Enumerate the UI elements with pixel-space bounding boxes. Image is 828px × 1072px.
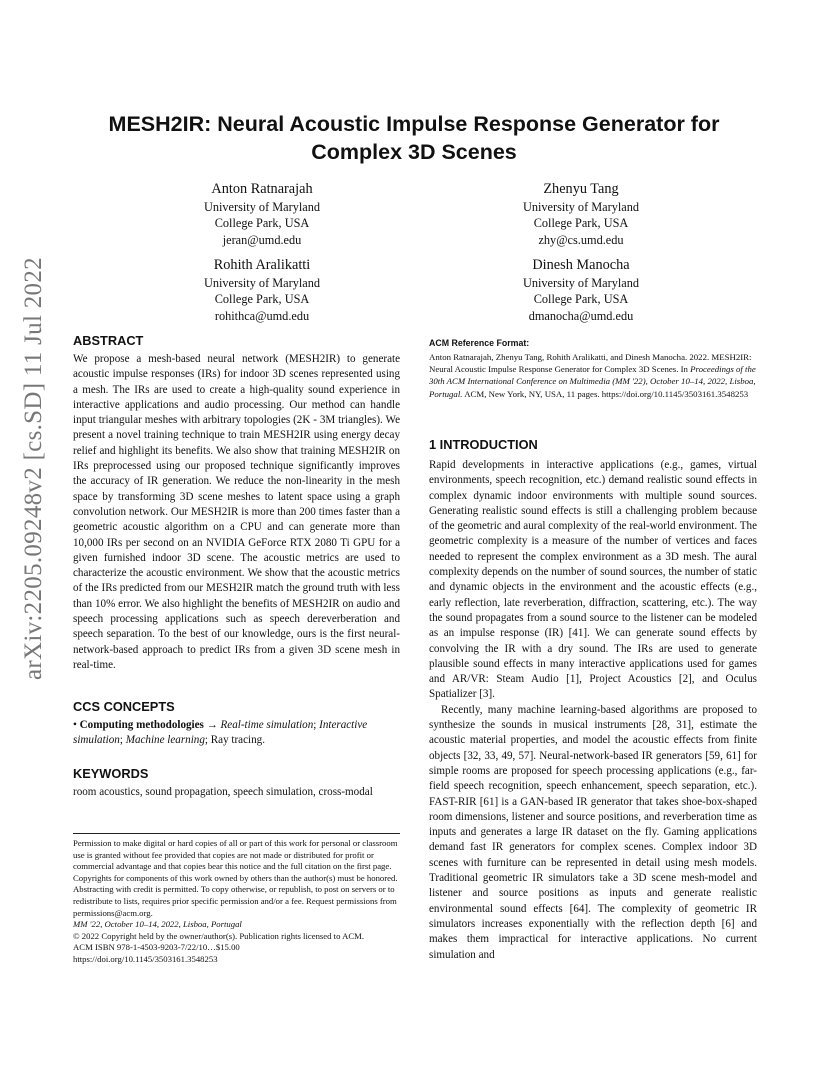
ccs-separator: ; (313, 719, 320, 731)
ccs-heading: CCS CONCEPTS (73, 699, 175, 714)
author-block (112, 180, 412, 248)
keywords-text: room acoustics, sound propagation, speech simulation, cross-modal (73, 786, 373, 798)
author-affiliation: University of Maryland (522, 200, 640, 214)
abstract-text: We propose a mesh-based neural network (MESH2IR) to generate acoustic impulse responses (IRs) for indoor 3D scenes represented using a mesh. The IRs are used to create a high-quality sound experience in interactive applications and audio processing. Our method can handle input triangular meshes with arbitrary topologies (2K - 3M triangles). We present a novel training technique to train MESH2IR using energy decay relief and highlight its benefits. We also show that training MESH2IR on IRs preprocessed using our proposed technique significantly improves the accuracy of IR generation. We reduce the non-linearity in the mesh space by transforming 3D scene meshes to latent space using a graph convolution network. Our MESH2IR is more than 200 times faster than a geometric acoustic algorithm on a CPU and can generate more than 10,000 IRs per second on an NVIDIA GeForce RTX 2080 Ti GPU for a given furnished indoor 3D scene. The acoustic metrics are used to characterize the acoustic environment. We show that the acoustic metrics of the IRs predicted from our MESH2IR match the ground truth with less than 10% error. We also highlight the benefits of MESH2IR on audio and speech processing applications such as speech dereverberation and speech separation. To the best of our knowledge, ours is the first neural-network-based approach to predict IRs from a given 3D scene mesh in real-time. (73, 353, 400, 671)
ccs-bullet: • (73, 719, 80, 731)
ccs-item: Real-time simulation (220, 719, 314, 731)
introduction-section (429, 437, 757, 963)
permission-notice: Permission to make digital or hard copies of all or part of this work for personal or classroom use is granted without fee provided that copies are not made or distributed for profit or commercial advantage and that copies bear this notice and the full citation on the first page. Copyrights for components of this work owned by others than the author(s) must be honored. Abstracting with credit is permitted. To copy otherwise, or republish, to post on servers or to redistribute to lists, requires prior specific permission and/or a fee. Request permissions from permissions@acm.org. (73, 838, 398, 918)
author-affiliation: University of Maryland (522, 276, 640, 290)
footnote-block (73, 838, 400, 966)
reference-format-heading: ACM Reference Format: (429, 338, 530, 348)
keywords-heading: KEYWORDS (73, 766, 149, 781)
author-name: Dinesh Manocha (532, 257, 630, 273)
copyright-line: © 2022 Copyright held by the owner/author(s). Publication rights licensed to ACM. (73, 930, 365, 941)
author-email: jeran@umd.edu (222, 232, 302, 247)
author-email: rohithca@umd.edu (214, 308, 310, 323)
author-name: Rohith Aralikatti (213, 257, 311, 273)
ccs-item: Machine learning (125, 734, 205, 747)
arxiv-side-label: arXiv:2205.09248v2 [cs.SD] 11 Jul 2022 (20, 257, 47, 680)
author-affiliation: University of Maryland (203, 276, 321, 290)
ccs-tail: ; Ray tracing. (204, 734, 265, 747)
author-name: Zhenyu Tang (543, 181, 619, 197)
ccs-strong: Computing methodologies (79, 719, 204, 731)
author-block (431, 256, 731, 324)
title-line-1: MESH2IR: Neural Acoustic Impulse Response Generator for (108, 112, 720, 136)
ccs-item: Interactive simulation (73, 719, 368, 747)
author-email: dmanocha@umd.edu (528, 308, 634, 323)
author-block (431, 180, 731, 248)
abstract-heading: ABSTRACT (73, 333, 144, 348)
author-location: College Park, USA (214, 292, 310, 307)
author-location: College Park, USA (533, 216, 629, 231)
intro-paragraph: Recently, many machine learning-based algorithms are proposed to synthesize the sounds in musical instruments [28, 31], estimate the acoustic material properties, and model the acoustic effects from finite objects [32, 33, 49, 57]. Neural-network-based IR generators [59, 61] for simple rooms are proposed for speech processing applications (e.g., far-field speech recognition, speech enhancement, speech separation, etc.). FAST-RIR [61] is a GAN-based IR generator that takes shoe-box-shaped room dimensions, listener and source positions, and reverberation time as inputs and generates a large IR dataset on the fly. Gaming applications demand fast IR generators for complex scenes. Complex indoor 3D scenes with furniture can be represented in detail using mesh models. Traditional geometric IR simulators take a 3D scene mesh-model and listener and source positions as inputs and generate realistic environmental sound effects [64]. The complexity of geometric IR simulators increases exponentially with the reflection depth [6] and makes them impractical for interactive applications. No current simulation and (429, 703, 757, 961)
ccs-separator: ; (119, 734, 126, 747)
keywords-section (73, 766, 400, 800)
doi-line: https://doi.org/10.1145/3503161.3548253 (73, 953, 218, 964)
ccs-section (73, 699, 400, 749)
abstract-section (73, 333, 400, 673)
reference-text-end: ACM, New York, NY, USA, 11 pages. https://doi.org/10.1145/3503161.3548253 (462, 388, 749, 399)
author-email: zhy@cs.umd.edu (538, 232, 624, 247)
reference-text: Anton Ratnarajah, Zhenyu Tang, Rohith Aralikatti, and Dinesh Manocha. 2022. MESH2IR: Neural Acoustic Impulse Response Generator for Complex 3D Scenes. In (429, 352, 752, 375)
author-name: Anton Ratnarajah (211, 181, 313, 197)
author-affiliation: University of Maryland (203, 200, 321, 214)
intro-paragraph: Rapid developments in interactive applications (e.g., games, virtual environments, speech recognition, etc.) demand realistic sound effects in complex dynamic indoor environments with multiple sound sources. Generating realistic sound effects is still a challenging problem because of the geometric and aural complexity of the real-world environment. The geometric complexity is a measure of the number of vertices and faces needed to represent the complex environment as a 3D mesh. The aural complexity depends on the number of sound sources, the number of static and dynamic objects in the environment and the acoustic effects (e.g., early reflection, late reverberation, diffraction, scattering, etc.). The way the sound propagates from a sound source to the listener can be modeled as an impulse response (IR) [41]. We can generate sound effects by convolving the IR with a dry sound. The IRs are used to generate plausible sound effects in many interactive applications used for games and AR/VR: Steam Audio [1], Project Acoustics [2], and Oculus Spatializer [3]. (429, 459, 757, 701)
isbn-line: ACM ISBN 978-1-4503-9203-7/22/10…$15.00 (73, 942, 240, 953)
title-line-2: Complex 3D Scenes (311, 140, 517, 164)
ccs-arrow: → (203, 719, 221, 731)
reference-format (429, 337, 757, 400)
author-block (112, 256, 412, 324)
author-location: College Park, USA (533, 292, 629, 307)
paper-title (60, 110, 768, 166)
reference-format-text (429, 351, 757, 400)
venue-line: MM '22, October 10–14, 2022, Lisboa, Portugal (73, 919, 242, 930)
intro-heading: 1 INTRODUCTION (429, 437, 538, 452)
ccs-text (73, 718, 400, 749)
footnote-rule (73, 833, 400, 834)
reference-venue: Proceedings of the 30th ACM International Conference on Multimedia (MM '22), October 10–14, 2022, Lisboa, Portugal. (429, 364, 756, 399)
author-location: College Park, USA (214, 216, 310, 231)
